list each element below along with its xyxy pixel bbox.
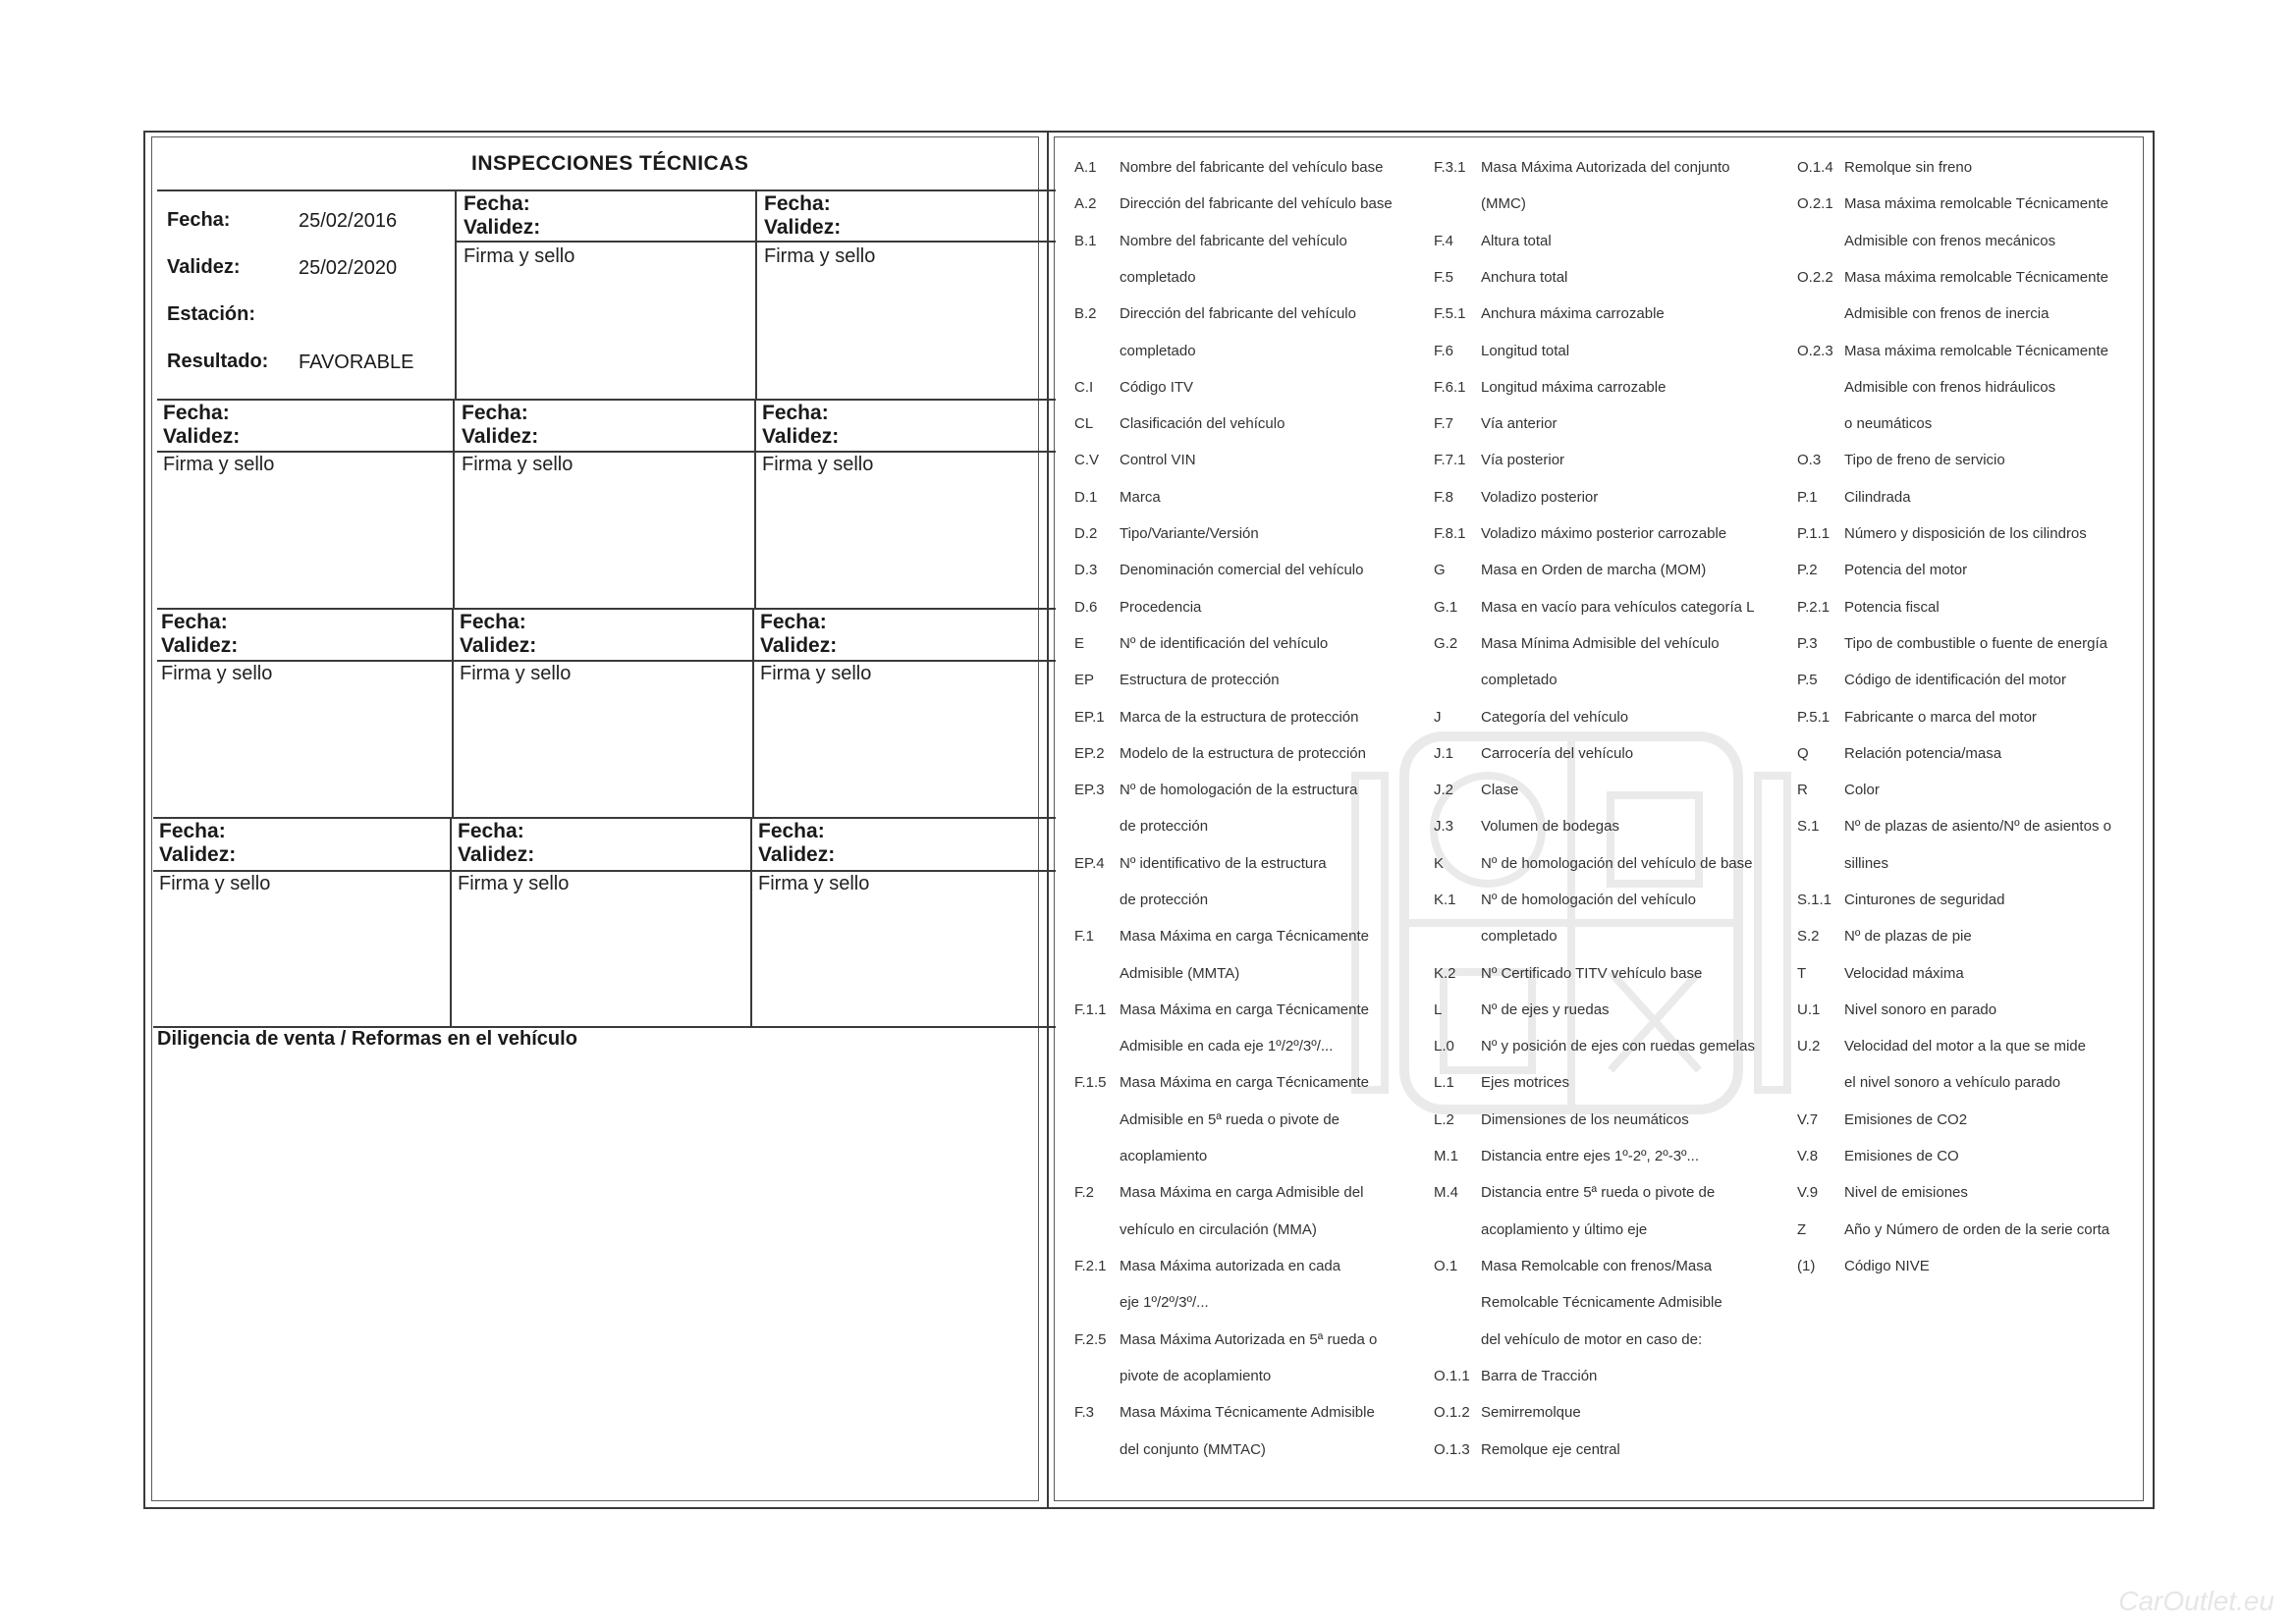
legend-code: D.3 [1074,562,1098,578]
legend-description: Nº de homologación del vehículo de base [1481,855,1753,872]
r2c3-fecha-label: Fecha: [762,402,829,424]
legend-code: O.2.3 [1797,343,1833,359]
legend-description: Categoría del vehículo [1481,709,1629,726]
legend-description: (MMC) [1481,195,1526,212]
legend-description: Ejes motrices [1481,1074,1570,1091]
legend-description: del conjunto (MMTAC) [1120,1441,1266,1458]
r3c3-validez-label: Validez: [760,634,838,657]
legend-description: Relación potencia/masa [1844,745,2002,762]
legend-code: F.5.1 [1434,305,1466,322]
legend-description: Admisible (MMTA) [1120,965,1240,982]
legend-description: Color [1844,782,1880,798]
legend-code: R [1797,782,1808,798]
legend-description: Remolcable Técnicamente Admisible [1481,1294,1722,1311]
legend-description: Masa Máxima Técnicamente Admisible [1120,1404,1375,1421]
legend-description: Cinturones de seguridad [1844,892,2005,908]
row4-header-divider [153,870,1056,872]
legend-code: EP.4 [1074,855,1105,872]
legend-code: P.2.1 [1797,599,1831,616]
legend-description: completado [1481,928,1558,945]
r1c2-fecha-label: Fecha: [464,192,530,215]
legend-description: Admisible en 5ª rueda o pivote de [1120,1111,1340,1128]
legend-code: D.6 [1074,599,1098,616]
legend-description: Tipo/Variante/Versión [1120,525,1259,542]
legend-code: G.1 [1434,599,1458,616]
legend-description: Admisible con frenos mecánicos [1844,233,2056,249]
legend-description: Carrocería del vehículo [1481,745,1634,762]
r4c1-fecha-label: Fecha: [159,820,226,842]
legend-description: Admisible con frenos de inercia [1844,305,2050,322]
legend-description: Emisiones de CO2 [1844,1111,1968,1128]
r4c3-fecha-label: Fecha: [758,820,825,842]
r3c1-validez-label: Validez: [161,634,239,657]
legend-description: Masa Máxima en carga Técnicamente [1120,928,1370,945]
diligencia-heading: Diligencia de venta / Reformas en el vehículo [157,1028,577,1050]
legend-description: Masa Máxima Autorizada del conjunto [1481,159,1730,176]
legend-code: F.8 [1434,489,1454,506]
legend-code: J.3 [1434,818,1454,835]
legend-description: Anchura máxima carrozable [1481,305,1665,322]
legend-description: Nº identificativo de la estructura [1120,855,1327,872]
legend-code: O.1.3 [1434,1441,1470,1458]
legend-description: Voladizo posterior [1481,489,1599,506]
legend-description: acoplamiento [1120,1148,1208,1164]
legend-code: O.2.2 [1797,269,1833,286]
legend-code: F.2.5 [1074,1331,1107,1348]
legend-description: Nombre del fabricante del vehículo base [1120,159,1384,176]
r2c2-validez-label: Validez: [462,425,539,448]
legend-code: P.2 [1797,562,1818,578]
legend-description: eje 1º/2º/3º/... [1120,1294,1209,1311]
legend-code: V.7 [1797,1111,1819,1128]
grid-v2-row4 [750,817,752,1027]
legend-code: S.2 [1797,928,1820,945]
legend-description: de protección [1120,818,1209,835]
inspections-title: INSPECCIONES TÉCNICAS [471,152,749,175]
legend-description: Nº de homologación de la estructura [1120,782,1358,798]
legend-description: del vehículo de motor en caso de: [1481,1331,1703,1348]
legend-code: L.0 [1434,1038,1454,1055]
legend-code: S.1.1 [1797,892,1832,908]
legend-description: Control VIN [1120,452,1196,468]
legend-description: Semirremolque [1481,1404,1581,1421]
r3c3-firma-label: Firma y sello [760,663,872,684]
legend-description: Dirección del fabricante del vehículo base [1120,195,1393,212]
legend-code: EP.1 [1074,709,1105,726]
first-fecha-label: Fecha: [167,209,231,231]
legend-description: Potencia fiscal [1844,599,1940,616]
r2c1-firma-label: Firma y sello [163,454,275,475]
legend-description: Distancia entre 5ª rueda o pivote de [1481,1184,1716,1201]
legend-code: U.1 [1797,1001,1821,1018]
legend-code: Z [1797,1221,1807,1238]
legend-description: Procedencia [1120,599,1202,616]
legend-description: Nº de homologación del vehículo [1481,892,1696,908]
legend-description: Estructura de protección [1120,672,1280,688]
legend-description: Año y Número de orden de la serie corta [1844,1221,2110,1238]
grid-v1-row2 [453,399,455,609]
legend-description: Cilindrada [1844,489,1911,506]
legend-description: Distancia entre ejes 1º-2º, 2º-3º... [1481,1148,1700,1164]
r2c3-validez-label: Validez: [762,425,840,448]
legend-description: Nombre del fabricante del vehículo [1120,233,1347,249]
legend-description: Remolque sin freno [1844,159,1973,176]
legend-description: Nº y posición de ejes con ruedas gemelas [1481,1038,1755,1055]
left-panel-inner-frame [151,136,1039,1501]
legend-description: Admisible en cada eje 1º/2º/3º/... [1120,1038,1334,1055]
legend-description: Longitud total [1481,343,1570,359]
legend-code: F.3.1 [1434,159,1466,176]
grid-v1-row4 [450,817,452,1027]
legend-description: Modelo de la estructura de protección [1120,745,1366,762]
r4c2-fecha-label: Fecha: [458,820,524,842]
legend-description: Potencia del motor [1844,562,1968,578]
legend-description: Masa Máxima Autorizada en 5ª rueda o [1120,1331,1378,1348]
legend-code: C.I [1074,379,1094,396]
r1c3-validez-label: Validez: [764,216,842,239]
legend-description: Masa en vacío para vehículos categoría L [1481,599,1755,616]
legend-description: Código de identificación del motor [1844,672,2066,688]
row2-header-divider [157,451,1056,453]
legend-description: o neumáticos [1844,415,1933,432]
r3c1-firma-label: Firma y sello [161,663,273,684]
row3-header-divider [157,660,1056,662]
grid-v2-row1 [755,189,757,399]
legend-code: O.1 [1434,1258,1458,1274]
legend-code: Q [1797,745,1809,762]
r3c2-fecha-label: Fecha: [460,611,526,633]
legend-description: Masa Remolcable con frenos/Masa [1481,1258,1713,1274]
r4c3-validez-label: Validez: [758,843,836,866]
legend-description: Nº Certificado TITV vehículo base [1481,965,1703,982]
legend-code: P.1.1 [1797,525,1831,542]
r1c3-firma-label: Firma y sello [764,245,876,267]
legend-code: K.2 [1434,965,1456,982]
legend-description: vehículo en circulación (MMA) [1120,1221,1317,1238]
legend-description: el nivel sonoro a vehículo parado [1844,1074,2061,1091]
grid-v2-row3 [752,608,754,818]
legend-description: acoplamiento y último eje [1481,1221,1648,1238]
legend-code: P.5 [1797,672,1818,688]
r2c1-fecha-label: Fecha: [163,402,230,424]
legend-code: E [1074,635,1085,652]
first-validez-value: 25/02/2020 [299,257,398,279]
legend-description: completado [1120,269,1196,286]
legend-code: F.3 [1074,1404,1095,1421]
legend-description: Anchura total [1481,269,1568,286]
legend-description: pivote de acoplamiento [1120,1368,1272,1384]
legend-description: Dirección del fabricante del vehículo [1120,305,1356,322]
legend-code: F.1.5 [1074,1074,1107,1091]
legend-code: D.1 [1074,489,1098,506]
legend-code: U.2 [1797,1038,1821,1055]
legend-description: Velocidad del motor a la que se mide [1844,1038,2086,1055]
carOutlet-watermark: CarOutlet.eu [2118,1586,2274,1616]
legend-code: F.2.1 [1074,1258,1107,1274]
legend-description: Nº de plazas de pie [1844,928,1972,945]
legend-description: Masa Máxima en carga Admisible del [1120,1184,1364,1201]
legend-description: Tipo de freno de servicio [1844,452,2005,468]
r2c2-fecha-label: Fecha: [462,402,528,424]
legend-description: Barra de Tracción [1481,1368,1598,1384]
legend-description: Número y disposición de los cilindros [1844,525,2087,542]
r1c2-firma-label: Firma y sello [464,245,575,267]
legend-description: Masa Máxima autorizada en cada [1120,1258,1341,1274]
legend-code: EP.3 [1074,782,1105,798]
legend-code: G.2 [1434,635,1458,652]
legend-description: Masa máxima remolcable Técnicamente [1844,343,2108,359]
r4c1-firma-label: Firma y sello [159,873,271,894]
legend-description: Código ITV [1120,379,1194,396]
first-resultado-label: Resultado: [167,351,269,372]
legend-description: sillines [1844,855,1889,872]
legend-code: T [1797,965,1807,982]
first-estacion-label: Estación: [167,303,256,325]
legend-code: F.5 [1434,269,1454,286]
legend-code: D.2 [1074,525,1098,542]
legend-description: Nº de ejes y ruedas [1481,1001,1610,1018]
legend-description: de protección [1120,892,1209,908]
legend-code: O.1.4 [1797,159,1833,176]
legend-code: O.2.1 [1797,195,1833,212]
legend-description: Altura total [1481,233,1552,249]
r1c2-validez-label: Validez: [464,216,541,239]
legend-code: CL [1074,415,1094,432]
r3c3-fecha-label: Fecha: [760,611,827,633]
legend-code: J.1 [1434,745,1454,762]
legend-description: Fabricante o marca del motor [1844,709,2037,726]
r3c1-fecha-label: Fecha: [161,611,228,633]
legend-description: Masa máxima remolcable Técnicamente [1844,195,2108,212]
legend-code: V.9 [1797,1184,1819,1201]
legend-code: F.6.1 [1434,379,1466,396]
legend-description: completado [1481,672,1558,688]
r2c2-firma-label: Firma y sello [462,454,574,475]
legend-code: P.3 [1797,635,1818,652]
legend-code: P.1 [1797,489,1818,506]
legend-description: Clasificación del vehículo [1120,415,1285,432]
legend-description: Marca de la estructura de protección [1120,709,1359,726]
legend-description: Masa Máxima en carga Técnicamente [1120,1074,1370,1091]
legend-description: Denominación comercial del vehículo [1120,562,1364,578]
legend-code: EP [1074,672,1095,688]
row1-header-divider-right [455,241,1056,243]
legend-code: F.7 [1434,415,1454,432]
legend-description: Longitud máxima carrozable [1481,379,1667,396]
legend-code: K [1434,855,1445,872]
legend-code: O.3 [1797,452,1822,468]
first-validez-label: Validez: [167,256,241,278]
legend-code: (1) [1797,1258,1816,1274]
first-fecha-value: 25/02/2016 [299,210,398,232]
legend-description: Remolque eje central [1481,1441,1620,1458]
legend-description: Emisiones de CO [1844,1148,1959,1164]
r4c2-validez-label: Validez: [458,843,535,866]
legend-description: Tipo de combustible o fuente de energía [1844,635,2107,652]
legend-description: Nivel de emisiones [1844,1184,1968,1201]
legend-description: Admisible con frenos hidráulicos [1844,379,2056,396]
legend-code: B.1 [1074,233,1097,249]
r1c3-fecha-label: Fecha: [764,192,831,215]
legend-description: Voladizo máximo posterior carrozable [1481,525,1727,542]
grid-v1-row1 [455,189,457,399]
legend-description: Vía anterior [1481,415,1558,432]
legend-code: M.4 [1434,1184,1459,1201]
r4c3-firma-label: Firma y sello [758,873,870,894]
legend-code: F.1 [1074,928,1095,945]
legend-code: EP.2 [1074,745,1105,762]
legend-code: P.5.1 [1797,709,1831,726]
legend-code: F.8.1 [1434,525,1466,542]
r3c2-validez-label: Validez: [460,634,537,657]
legend-description: Nº de plazas de asiento/Nº de asientos o [1844,818,2111,835]
legend-description: Velocidad máxima [1844,965,1964,982]
legend-description: completado [1120,343,1196,359]
legend-description: Masa máxima remolcable Técnicamente [1844,269,2108,286]
legend-code: S.1 [1797,818,1820,835]
row3-top [157,608,1056,610]
row4-top [153,817,1056,819]
legend-code: J [1434,709,1442,726]
legend-code: B.2 [1074,305,1097,322]
legend-description: Masa en Orden de marcha (MOM) [1481,562,1707,578]
legend-code: M.1 [1434,1148,1459,1164]
first-resultado-value: FAVORABLE [299,352,414,373]
legend-description: Marca [1120,489,1161,506]
legend-description: Dimensiones de los neumáticos [1481,1111,1689,1128]
legend-code: O.1.1 [1434,1368,1470,1384]
legend-code: F.2 [1074,1184,1095,1201]
legend-code: F.6 [1434,343,1454,359]
legend-code: J.2 [1434,782,1454,798]
legend-code: C.V [1074,452,1100,468]
legend-description: Masa Mínima Admisible del vehículo [1481,635,1720,652]
r2c1-validez-label: Validez: [163,425,241,448]
legend-code: V.8 [1797,1148,1819,1164]
legend-code: A.2 [1074,195,1097,212]
grid-v2-row2 [754,399,756,609]
legend-code: K.1 [1434,892,1456,908]
row2-top [157,399,1056,401]
legend-description: Nivel sonoro en parado [1844,1001,1997,1018]
legend-description: Clase [1481,782,1519,798]
legend-code: G [1434,562,1446,578]
grid-v1-row3 [452,608,454,818]
legend-code: O.1.2 [1434,1404,1470,1421]
legend-description: Masa Máxima en carga Técnicamente [1120,1001,1370,1018]
legend-code: L.2 [1434,1111,1454,1128]
r3c2-firma-label: Firma y sello [460,663,572,684]
title-divider [157,189,1056,191]
legend-description: Volumen de bodegas [1481,818,1619,835]
legend-description: Vía posterior [1481,452,1565,468]
legend-code: A.1 [1074,159,1097,176]
r4c1-validez-label: Validez: [159,843,237,866]
legend-code: F.1.1 [1074,1001,1107,1018]
legend-code: F.4 [1434,233,1454,249]
r2c3-firma-label: Firma y sello [762,454,874,475]
legend-description: Código NIVE [1844,1258,1930,1274]
r4c2-firma-label: Firma y sello [458,873,570,894]
legend-description: Nº de identificación del vehículo [1120,635,1329,652]
legend-code: L [1434,1001,1443,1018]
legend-code: F.7.1 [1434,452,1466,468]
legend-code: L.1 [1434,1074,1454,1091]
